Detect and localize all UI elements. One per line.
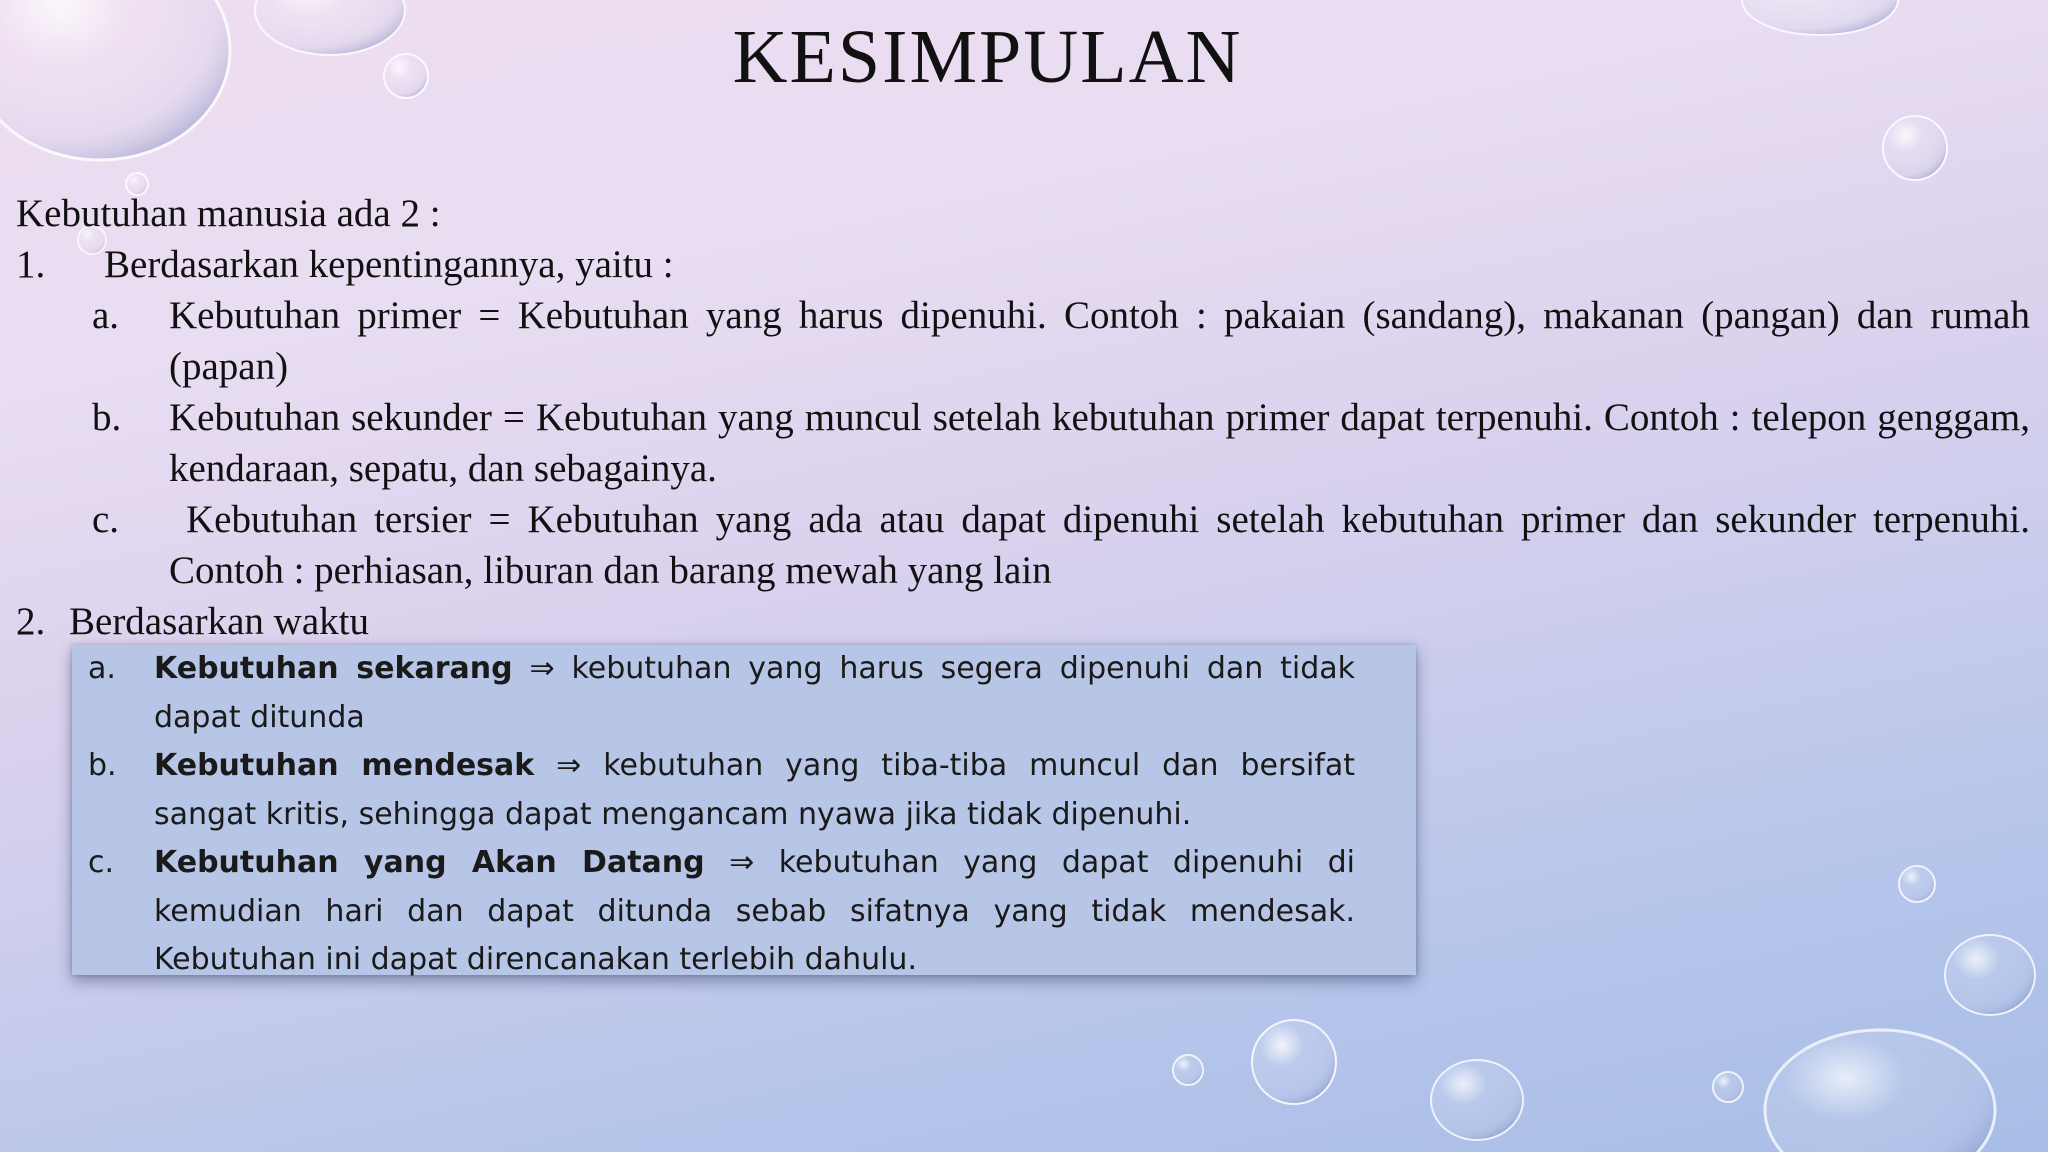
panel-item-mendesak	[72, 742, 1416, 839]
section-2-heading-row	[16, 596, 2030, 647]
panel-item-label: b.	[88, 748, 117, 783]
panel-item-description: kebutuhan yang dapat dipenuhi di kemudian hari dan dapat ditunda sebab sifatnya yang tidak mendesak. Kebutuhan ini dapat direncanakan terlebih dahulu.	[154, 845, 1356, 977]
slide-title: KESIMPULAN	[732, 15, 1243, 99]
section-1-heading-row	[16, 239, 2030, 290]
list-item-label: b.	[92, 396, 122, 439]
intro-text: Kebutuhan manusia ada 2 :	[16, 192, 441, 235]
panel-item-akan-datang	[72, 839, 1416, 985]
list-item-sekunder	[92, 392, 2030, 494]
panel-item-text	[154, 839, 1355, 985]
panel-item-term: Kebutuhan yang Akan Datang	[154, 845, 705, 880]
list-item-tersier	[92, 494, 2040, 596]
section-2-heading: Berdasarkan waktu	[69, 600, 369, 643]
panel-item-sekarang	[72, 645, 1416, 742]
panel-item-label: a.	[88, 651, 116, 686]
slide-body	[16, 188, 2040, 647]
list-item-text: Kebutuhan sekunder = Kebutuhan yang muncul setelah kebutuhan primer dapat terpenuhi. Contoh : telepon genggam, kendaraan, sepatu, dan sebagainya.	[169, 396, 2030, 490]
section-1-heading: Berdasarkan kepentingannya, yaitu :	[104, 243, 674, 286]
panel-item-text	[154, 645, 1355, 742]
section-1-number: 1.	[16, 243, 46, 286]
arrow-icon: ⇒	[529, 651, 555, 686]
list-item-primer	[92, 290, 2030, 392]
panel-item-text	[154, 742, 1355, 839]
panel-item-description: kebutuhan yang tiba-tiba muncul dan bersifat sangat kritis, sehingga dapat mengancam nyawa jika tidak dipenuhi.	[154, 748, 1355, 832]
list-item-label: a.	[92, 294, 120, 337]
arrow-icon: ⇒	[556, 748, 582, 783]
panel-item-description: kebutuhan yang harus segera dipenuhi dan tidak dapat ditunda	[154, 651, 1356, 735]
list-item-text: Kebutuhan tersier = Kebutuhan yang ada atau dapat dipenuhi setelah kebutuhan primer dan sekunder terpenuhi. Contoh : perhiasan, liburan dan barang mewah yang lain	[169, 498, 2040, 592]
list-item-label: c.	[92, 498, 120, 541]
panel-item-label: c.	[88, 845, 115, 880]
panel-item-term: Kebutuhan mendesak	[154, 748, 535, 783]
arrow-icon: ⇒	[729, 845, 755, 880]
panel-item-term: Kebutuhan sekarang	[154, 651, 513, 686]
list-item-text: Kebutuhan primer = Kebutuhan yang harus dipenuhi. Contoh : pakaian (sandang), makanan (pangan) dan rumah (papan)	[169, 294, 2030, 388]
time-based-needs-panel	[72, 645, 1416, 975]
section-2-number: 2.	[16, 600, 46, 643]
